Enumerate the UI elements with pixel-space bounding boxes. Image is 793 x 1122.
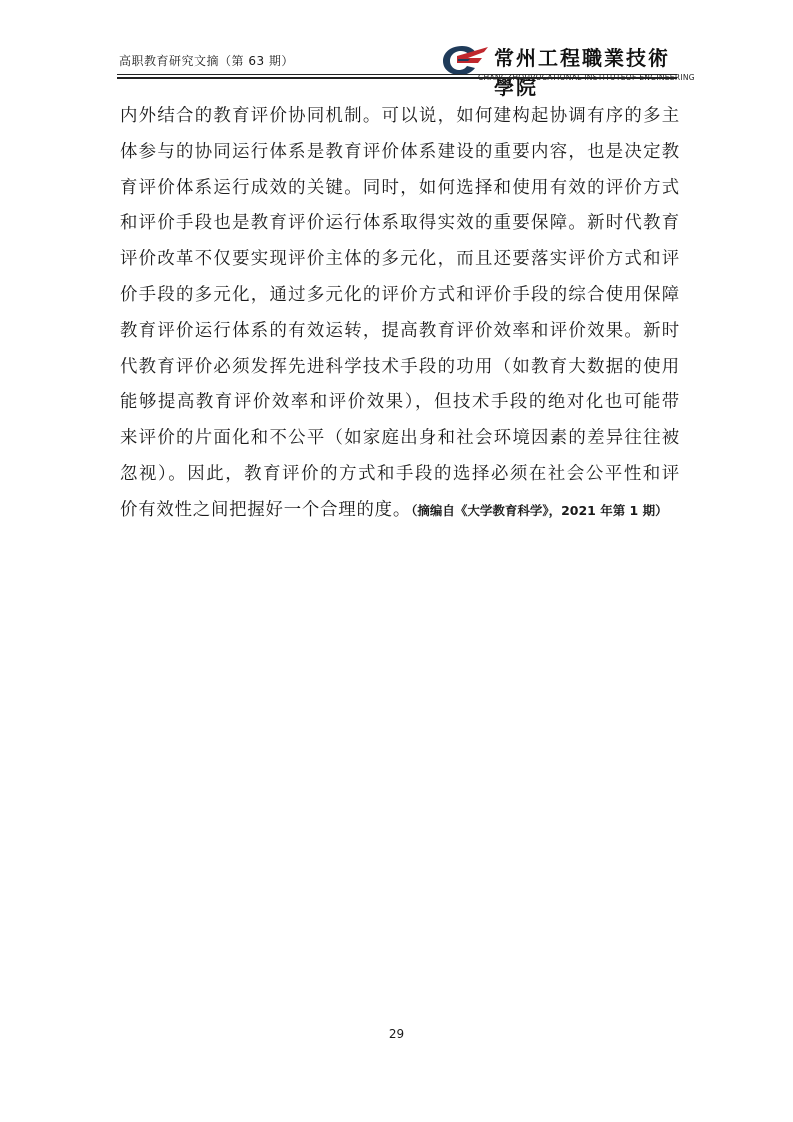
article-body bbox=[120, 99, 680, 529]
text-line: 育评价体系运行成效的关键。同时，如何选择和使用有效的评价方式 bbox=[120, 177, 680, 198]
college-name-cn: 常州工程職業技術學院 bbox=[494, 46, 670, 99]
text-line: 和评价手段也是教育评价运行体系取得实效的重要保障。新时代教育 bbox=[120, 213, 680, 234]
header-divider bbox=[117, 74, 677, 75]
college-name-en: CHANGZHOUVOCATIONAL INSTITUTEOF ENGINEERING bbox=[478, 73, 695, 82]
text-line: 能够提高教育评价效率和评价效果），但技术手段的绝对化也可能带 bbox=[120, 392, 680, 413]
source-citation: （摘编自《大学教育科学》，2021 年第 1 期） bbox=[411, 502, 668, 518]
text-line: 体参与的协同运行体系是教育评价体系建设的重要内容，也是决定教 bbox=[120, 141, 680, 162]
last-line-text: 价有效性之间把握好一个合理的度。 bbox=[120, 499, 412, 520]
text-line: 代教育评价必须发挥先进科学技术手段的功用（如教育大数据的使用 bbox=[120, 356, 680, 377]
text-line: 价手段的多元化，通过多元化的评价方式和评价手段的综合使用保障 bbox=[120, 284, 680, 305]
text-line: 教育评价运行体系的有效运转，提高教育评价效率和评价效果。新时 bbox=[120, 320, 680, 341]
text-line: 评价改革不仅要实现评价主体的多元化，而且还要落实评价方式和评 bbox=[120, 249, 680, 270]
text-line-last bbox=[120, 493, 680, 529]
text-line: 忽视）。因此，教育评价的方式和手段的选择必须在社会公平性和评 bbox=[120, 463, 680, 484]
text-line: 来评价的片面化和不公平（如家庭出身和社会环境因素的差异往往被 bbox=[120, 428, 680, 449]
text-line: 内外结合的教育评价协同机制。可以说，如何建构起协调有序的多主 bbox=[120, 106, 680, 126]
journal-title: 高职教育研究文摘（第 63 期） bbox=[119, 54, 294, 68]
header-divider-thick bbox=[117, 77, 677, 79]
page-number: 29 bbox=[388, 1027, 405, 1041]
college-logo bbox=[440, 40, 695, 99]
